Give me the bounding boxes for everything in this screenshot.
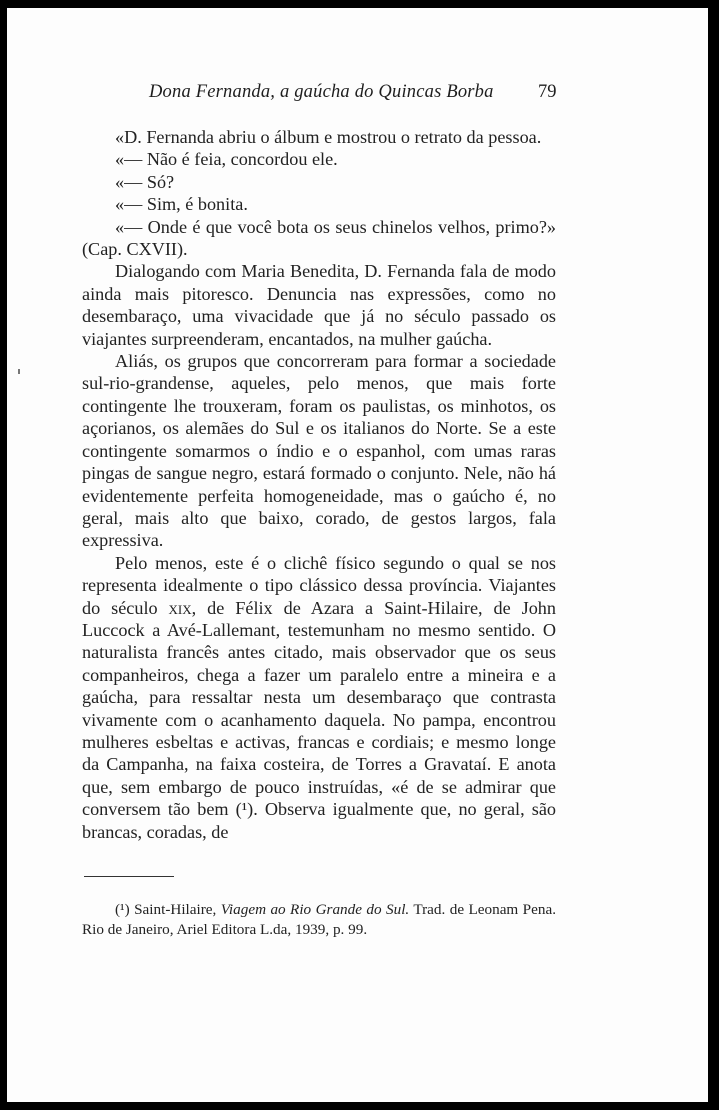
footnote-details: Trad. de Leonam Pena. Rio de Janeiro, Ariel Editora L.da, 1939, p. 99. bbox=[82, 901, 556, 938]
century-numeral: xix bbox=[168, 597, 192, 618]
footnote-title: Viagem ao Rio Grande do Sul. bbox=[220, 901, 410, 918]
paragraph-text: , de Félix de Azara a Saint-Hilaire, de John Luccock a Avé-Lallemant, testemunham no mesmo sentido. O naturalista francês antes citado, mais observador que os seus companheiros, chega a fazer um paralelo entre a mineira e a gaúcha, para ressaltar nesta um desembaraço que contrasta vivamente com o acanhamento daquela. No pampa, encontrou mulheres esbeltas e activas, francas e cordiais; e mesmo longe da Campanha, na faixa costeira, de Torres a Gravataí. E anota que, sem embargo de pouco instruídas, «é de se admirar que conversem tão bem (¹). Observa igualmente que, no geral, são brancas, coradas, de bbox=[82, 597, 556, 842]
running-head: Dona Fernanda, a gaúcha do Quincas Borba bbox=[149, 82, 494, 102]
paragraph-text: Pelo menos, este é o clichê físico segundo o qual se nos representa idealmente o tipo clássico dessa província. Viajantes do século bbox=[82, 552, 556, 618]
paragraph: «— Não é feia, concordou ele. bbox=[115, 149, 338, 170]
page-header bbox=[7, 82, 708, 112]
paragraph: «D. Fernanda abriu o álbum e mostrou o retrato da pessoa. bbox=[115, 127, 542, 147]
footnote-separator bbox=[84, 876, 174, 877]
body-text bbox=[82, 126, 556, 843]
footnote-marker: (¹) bbox=[115, 901, 130, 918]
book-page bbox=[7, 8, 708, 1102]
paragraph: «— Onde é que você bota os seus chinelos velhos, primo?» (Cap. CXVII). bbox=[82, 216, 556, 260]
footnote bbox=[82, 900, 556, 940]
margin-speck bbox=[18, 369, 20, 374]
paragraph bbox=[82, 552, 556, 843]
paragraph: «— Sim, é bonita. bbox=[115, 194, 248, 215]
paragraph: Dialogando com Maria Benedita, D. Fernanda fala de modo ainda mais pitoresco. Denuncia nas expressões, como no desembaraço, uma vivacidade que já no século passado os viajantes surpreenderam, encantados, na mulher gaúcha. bbox=[82, 261, 556, 349]
paragraph: Aliás, os grupos que concorreram para formar a sociedade sul-rio-grandense, aqueles, pelo menos, que mais forte contingente lhe trouxeram, foram os paulistas, os minhotos, os açorianos, os alemães do Sul e os italianos do Norte. Se a este contingente somarmos o índio e o espanhol, com umas raras pingas de sangue negro, estará formado o conjunto. Nele, não há evidentemente perfeita homogeneidade, mas o gaúcho é, no geral, mais alto que baixo, corado, de gestos largos, fala expressiva. bbox=[82, 351, 556, 551]
footnote-author: Saint-Hilaire, bbox=[134, 901, 217, 918]
page-number: 79 bbox=[538, 82, 557, 102]
paragraph: «— Só? bbox=[115, 171, 175, 192]
